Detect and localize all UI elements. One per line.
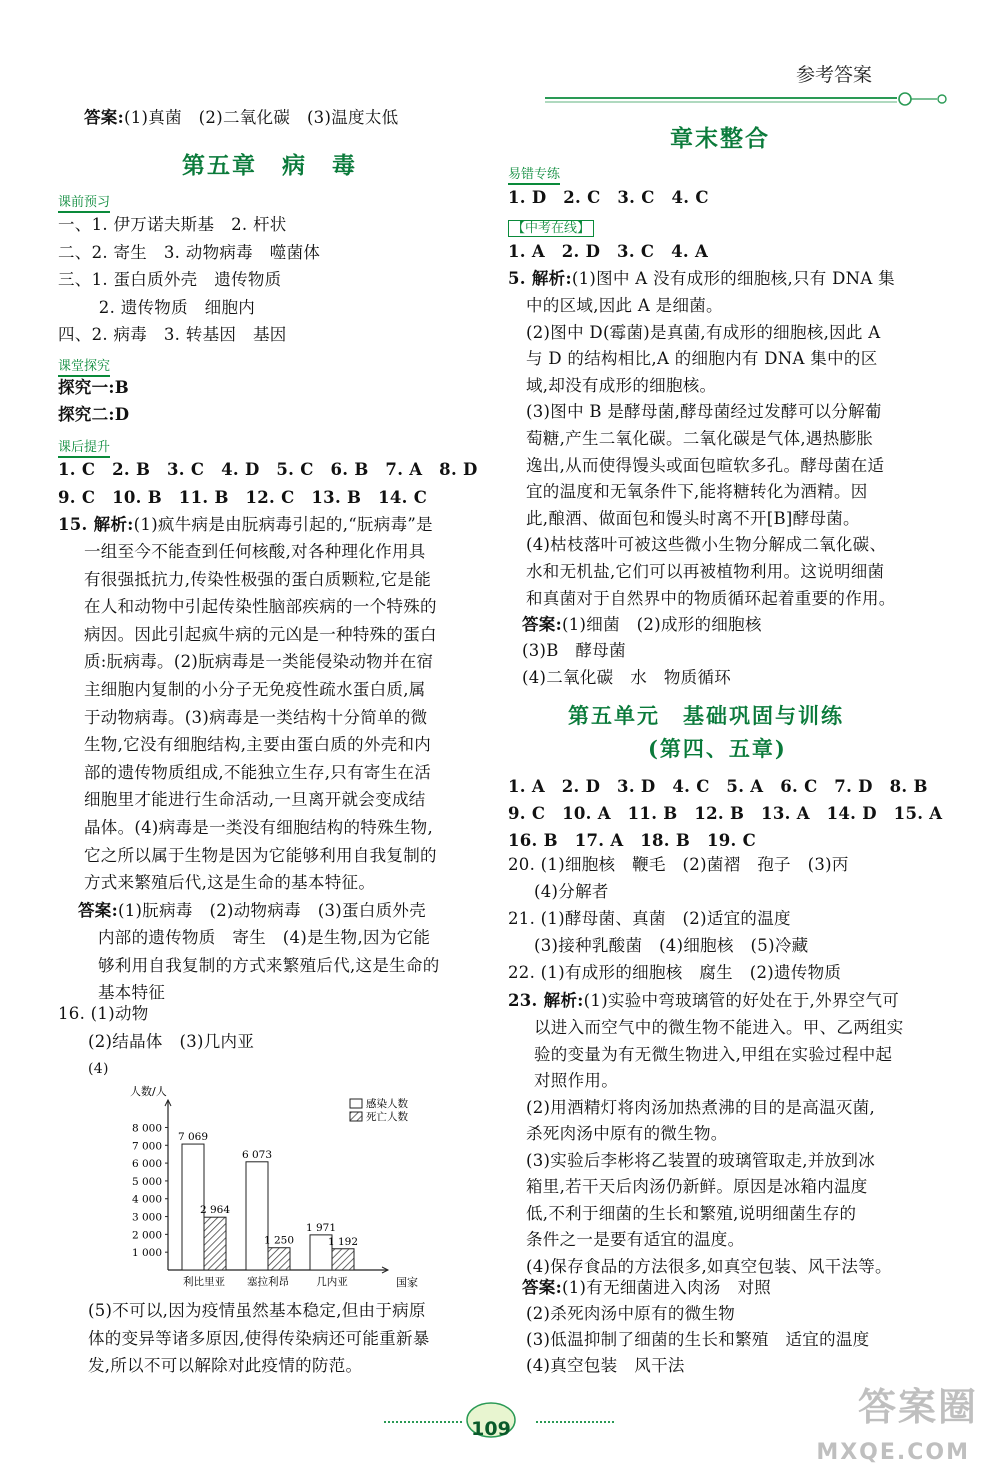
y-tick-label: 5 000 (131, 1175, 162, 1188)
preview-answer-line: 四、2. 病毒 3. 转基因 基因 (58, 325, 287, 344)
page-number: 109 (471, 1418, 511, 1440)
unit-mc-line: 16. B 17. A 18. B 19. C (508, 831, 757, 850)
q15-analysis-line: 一组至今不能查到任何核酸,对各种理化作用具 (84, 542, 426, 561)
q23-analysis-line: (2)用酒精灯将肉汤加热煮沸的目的是高温灭菌, (526, 1097, 876, 1117)
q5-analysis-line: 和真菌对于自然界中的物质循环起着重要的作用。 (526, 588, 896, 608)
y-tick-label: 2 000 (131, 1229, 162, 1242)
watermark-url: MXQE.COM (816, 1440, 970, 1465)
section-label: 课前预习 (58, 195, 110, 213)
q21-line: (3)接种乳酸菌 (4)细胞核 (5)冷藏 (534, 936, 809, 955)
q15-answer-line: 够利用自我复制的方式来繁殖后代,这是生命的 (98, 955, 440, 975)
q23-analysis-line: 验的变量为有无微生物进入,甲组在实验过程中起 (534, 1044, 893, 1064)
section-label: 课后提升 (58, 440, 110, 458)
q5-analysis-line: 萄糖,产生二氧化碳。二氧化碳是气体,遇热膨胀 (526, 429, 874, 448)
q15-answer-first: 答案:(1)朊病毒 (2)动物病毒 (3)蛋白质外壳 (78, 901, 427, 920)
section-label: 【中考在线】 (508, 220, 594, 237)
q5-analysis-line: 中的区域,因此 A 是细菌。 (526, 296, 723, 315)
bar-deaths (332, 1249, 354, 1270)
y-tick-label: 7 000 (131, 1140, 162, 1153)
q23-analysis-line: (4)保存食品的方法很多,如真空包装、风干法等。 (526, 1256, 892, 1276)
q5-analysis-line: 域,却没有成形的细胞核。 (526, 375, 717, 395)
q5-answer-line: (3)B 酵母菌 (522, 641, 626, 660)
q15-analysis-line: 质:朊病毒。(2)朊病毒是一类能侵染动物并在宿 (84, 652, 434, 672)
y-tick-label: 8 000 (131, 1122, 162, 1135)
legend-label: 死亡人数 (366, 1111, 408, 1123)
q5-answer-first: 答案:(1)细菌 (2)成形的细胞核 (522, 615, 762, 634)
header-rule (545, 92, 955, 106)
explore-answer: 探究二:D (58, 405, 130, 424)
x-tick-label: 塞拉利昂 (247, 1276, 289, 1288)
q15-analysis-line: 晶体。(4)病毒是一类没有细胞结构的特殊生物, (84, 818, 434, 837)
header-title: 参考答案 (795, 64, 872, 86)
q15-analysis-line: 有很强抵抗力,传染性极强的蛋白质颗粒,它是能 (84, 569, 432, 589)
q23-answer-first: 答案:(1)有无细菌进入肉汤 对照 (522, 1278, 772, 1297)
q23-analysis-line: 箱里,若干天后肉汤仍新鲜。原因是冰箱内温度 (526, 1177, 868, 1196)
q15-analysis-line: 生物,它没有细胞结构,主要由蛋白质的外壳和内 (84, 735, 432, 755)
q23-answer-line: (3)低温抑制了细菌的生长和繁殖 适宜的温度 (526, 1330, 870, 1349)
q22-answer: 22. (1)有成形的细胞核 腐生 (2)遗传物质 (508, 963, 842, 982)
preview-answer-line: 三、1. 蛋白质外壳 遗传物质 (58, 270, 282, 289)
q20-line: 20. (1)细胞核 鞭毛 (2)菌褶 孢子 (3)丙 (508, 855, 849, 874)
q15-analysis-first: 15. 解析:(1)疯牛病是由朊病毒引起的,“朊病毒”是 (58, 515, 433, 534)
preview-answer-line: 二、2. 寄生 3. 动物病毒 噬菌体 (58, 242, 321, 262)
data-label: 2 964 (199, 1204, 231, 1217)
chapter-summary-title: 章末整合 (670, 125, 770, 152)
q5-analysis-line: (2)图中 D(霉菌)是真菌,有成形的细胞核,因此 A (526, 322, 881, 342)
q15-analysis-line: 部的遗传物质组成,不能独立生存,只有寄生在活 (84, 762, 432, 782)
q16-part5-line: 发,所以不可以解除对此疫情的防范。 (88, 1356, 363, 1375)
data-label: 1 250 (263, 1234, 295, 1247)
watermark-logo: 答案圈 (857, 1385, 978, 1429)
section-label: 易错专练 (508, 167, 560, 185)
mc-answers: 9. C 10. B 11. B 12. C 13. B 14. C (58, 488, 428, 507)
bar-deaths (204, 1217, 226, 1270)
y-tick-label: 4 000 (131, 1193, 162, 1206)
q15-analysis-line: 它之所以属于生物是因为它能够利用自我复制的 (84, 845, 437, 865)
q23-analysis-line: 对照作用。 (534, 1071, 618, 1090)
q5-answer-line: (4)二氧化碳 水 物质循环 (522, 668, 732, 687)
exam-answers: 1. A 2. D 3. C 4. A (508, 242, 709, 261)
explore-answer: 探究一:B (58, 378, 130, 397)
y-tick-label: 3 000 (131, 1211, 162, 1224)
legend-swatch-deaths (350, 1112, 362, 1121)
q23-analysis-line: 杀死肉汤中原有的微生物。 (526, 1124, 728, 1143)
error-answers: 1. D 2. C 3. C 4. C (508, 188, 709, 207)
q15-analysis-line: 于动物病毒。(3)病毒是一类结构十分简单的微 (84, 707, 428, 727)
q16-part5-line: (5)不可以,因为疫情虽然基本稳定,但由于病原 (88, 1301, 426, 1320)
x-tick-label: 几内亚 (316, 1276, 348, 1288)
bar-infected (246, 1162, 268, 1270)
q5-analysis-line: (3)图中 B 是酵母菌,酵母菌经过发酵可以分解葡 (526, 402, 882, 422)
q5-analysis-line: 与 D 的结构相比,A 的细胞内有 DNA 集中的区 (526, 349, 878, 369)
legend-swatch-infected (350, 1099, 362, 1108)
q15-analysis-line: 病因。因此引起疯牛病的元凶是一种特殊的蛋白 (84, 624, 437, 644)
bar-deaths (268, 1248, 290, 1270)
chapter-title-5: 第五章 病 毒 (182, 152, 357, 179)
unit-mc-line: 9. C 10. A 11. B 12. B 13. A 14. D 15. A (508, 804, 943, 823)
q23-analysis-line: 条件之一是要有适宜的温度。 (526, 1230, 745, 1249)
q15-analysis-line: 主细胞内复制的小分子无免疫性疏水蛋白质,属 (84, 680, 426, 699)
q23-analysis-line: 以进入而空气中的微生物不能进入。甲、乙两组实 (534, 1018, 904, 1037)
q15-analysis-line: 细胞里才能进行生命活动,一旦离开就会变成结 (84, 790, 426, 810)
data-label: 7 069 (177, 1131, 209, 1144)
q23-analysis-line: 低,不利于细菌的生长和繁殖,说明细菌生存的 (526, 1203, 857, 1223)
mc-answers: 1. C 2. B 3. C 4. D 5. C 6. B 7. A 8. D (58, 460, 478, 479)
q23-answer-line: (4)真空包装 风干法 (526, 1356, 685, 1375)
q5-analysis-line: (4)枯枝落叶可被这些微小生物分解成二氧化碳、 (526, 535, 887, 555)
q5-analysis-first: 5. 解析:(1)图中 A 没有成形的细胞核,只有 DNA 集 (508, 269, 895, 288)
y-tick-label: 6 000 (131, 1158, 162, 1171)
unit-mc-line: 1. A 2. D 3. D 4. C 5. A 6. C 7. D 8. B (508, 777, 928, 796)
q15-analysis-line: 在人和动物中引起传染性脑部疾病的一个特殊的 (84, 597, 437, 617)
top-answer: 答案:(1)真菌 (2)二氧化碳 (3)温度太低 (84, 108, 399, 127)
data-label: 1 971 (305, 1221, 337, 1234)
unit-subtitle: (第四、五章) (648, 736, 787, 761)
x-axis-label: 国家 (396, 1276, 418, 1289)
q5-analysis-line: 水和无机盐,它们可以再被植物利用。这说明细菌 (526, 562, 885, 581)
data-label: 6 073 (241, 1148, 273, 1161)
unit-title: 第五单元 基础巩固与训练 (568, 703, 844, 728)
legend-label: 感染人数 (366, 1098, 408, 1110)
q5-analysis-line: 逸出,从而使得馒头或面包暄软多孔。酵母菌在适 (526, 455, 885, 475)
q15-answer-line: 基本特征 (98, 983, 166, 1002)
data-label: 1 192 (327, 1235, 359, 1248)
q5-analysis-line: 宜的温度和无氧条件下,能将糖转化为酒精。因 (526, 482, 868, 502)
bar-chart (88, 1085, 448, 1295)
preview-answer-line: 2. 遗传物质 细胞内 (82, 297, 256, 317)
q23-answer-line: (2)杀死肉汤中原有的微生物 (526, 1304, 736, 1323)
q21-line: 21. (1)酵母菌、真菌 (2)适宜的温度 (508, 909, 791, 928)
q15-analysis-line: 方式来繁殖后代,这是生命的基本特征。 (84, 873, 376, 893)
y-axis-label: 人数/人 (130, 1085, 167, 1098)
q15-answer-line: 内部的遗传物质 寄生 (4)是生物,因为它能 (98, 928, 431, 947)
x-tick-label: 利比里亚 (183, 1276, 225, 1288)
q20-line: (4)分解者 (534, 882, 609, 901)
q16-line: (4) (88, 1061, 109, 1077)
q5-analysis-line: 此,酿酒、做面包和馒头时离不开[B]酵母菌。 (526, 508, 860, 528)
q16-line: 16. (1)动物 (58, 1004, 149, 1023)
y-tick-label: 1 000 (131, 1247, 162, 1260)
q16-line: (2)结晶体 (3)几内亚 (88, 1032, 255, 1051)
q23-analysis-line: (3)实验后李彬将乙装置的玻璃管取走,并放到冰 (526, 1150, 876, 1170)
q16-part5-line: 体的变异等诸多原因,使得传染病还可能重新暴 (88, 1328, 430, 1348)
preview-answer-line: 一、1. 伊万诺夫斯基 2. 杆状 (58, 215, 287, 234)
q23-analysis-first: 23. 解析:(1)实验中弯玻璃管的好处在于,外界空气可 (508, 991, 900, 1010)
section-label: 课堂探究 (58, 359, 110, 377)
